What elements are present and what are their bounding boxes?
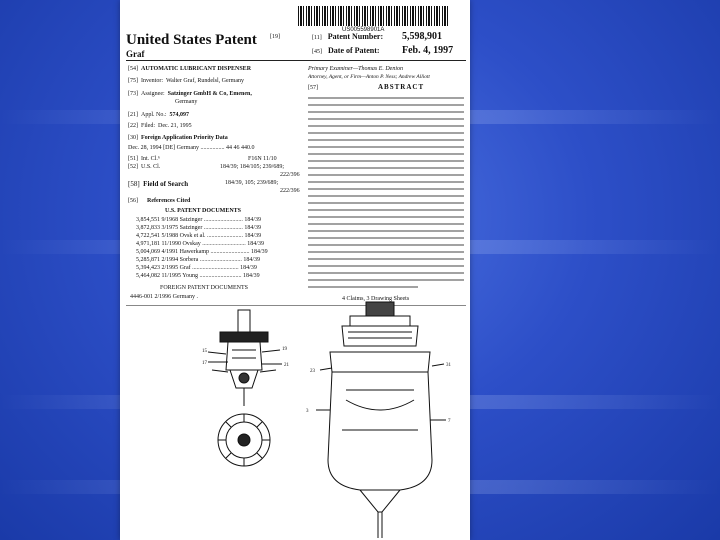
field-54: [54] AUTOMATIC LUBRICANT DISPENSER — [128, 66, 252, 72]
field-52: [52] U.S. Cl. — [128, 164, 161, 170]
foreign-doc-row: 4446-001 2/1996 Germany . — [130, 294, 198, 300]
patent-title: United States Patent — [126, 32, 257, 48]
title-code: [19] — [270, 34, 280, 40]
us-doc-row: 5,285,871 2/1994 Sorbera ............................ 184/39 — [136, 257, 260, 263]
field-58-value-cont: 222/396 — [280, 188, 300, 194]
us-doc-row: 5,464,082 11/1995 Young ............................ 184/39 — [136, 273, 260, 279]
inventor-short: Graf — [126, 49, 145, 59]
attorney-line: Attorney, Agent, or Firm—Anton P. Ness; Andrew Alliott — [308, 74, 430, 80]
primary-examiner: Primary Examiner—Thomas E. Denion — [308, 66, 403, 72]
barcode-number: US005598901A — [342, 27, 385, 33]
field-52-value-cont: 222/396 — [280, 172, 300, 178]
svg-text:19: 19 — [282, 347, 287, 352]
svg-text:7: 7 — [448, 419, 451, 424]
claims-line: 4 Claims, 3 Drawing Sheets — [342, 296, 410, 302]
patent-date: Feb. 4, 1997 — [402, 45, 454, 56]
header-divider — [126, 60, 466, 61]
us-doc-row: 4,971,181 11/1990 Ovskay ............................. 184/39 — [136, 241, 264, 247]
svg-text:21: 21 — [284, 363, 289, 368]
us-doc-row: 5,394,423 2/1995 Graf ............................... 184/39 — [136, 265, 257, 271]
svg-text:15: 15 — [202, 349, 207, 354]
field-56: [56] References Cited — [128, 198, 191, 204]
svg-text:23: 23 — [310, 369, 315, 374]
date-row: [45] Date of Patent: Feb. 4, 1997 — [312, 45, 454, 56]
field-58-value: 184/39, 105; 239/689; — [225, 180, 279, 186]
field-57-code: [57] — [308, 85, 318, 91]
field-51-value: F16N 11/10 — [248, 156, 277, 162]
field-52-value: 184/39; 184/105; 239/689; — [220, 164, 285, 170]
abstract-heading: ABSTRACT — [378, 83, 425, 91]
us-doc-row: 3,854,551 9/1968 Satzinger .......................... 184/39 — [136, 217, 261, 223]
svg-text:3: 3 — [306, 409, 309, 414]
field-58: [58] Field of Search — [128, 180, 189, 188]
patent-number: 5,598,901 — [402, 31, 442, 42]
svg-text:31: 31 — [446, 363, 451, 368]
field-30: [30] Foreign Application Priority Data — [128, 135, 228, 141]
svg-text:17: 17 — [202, 361, 207, 366]
us-doc-row: 5,004,069 4/1991 Hawerkamp .......................... 184/39 — [136, 249, 268, 255]
patent-document — [120, 0, 470, 540]
foreign-docs-heading: FOREIGN PATENT DOCUMENTS — [160, 285, 249, 291]
barcode — [298, 6, 448, 26]
field-22: [22] Filed: Dec. 21, 1995 — [128, 123, 192, 129]
field-73-cont: Germany — [175, 99, 198, 105]
field-21: [21] Appl. No.: 574,097 — [128, 112, 189, 118]
priority-line: Dec. 28, 1994 [DE] Germany ................ 44 46 440.0 — [128, 145, 255, 151]
field-75: [75] Inventor: Walter Graf, Rundelsl, Germany — [128, 78, 244, 84]
us-docs-heading: U.S. PATENT DOCUMENTS — [165, 208, 242, 214]
us-doc-row: 4,722,541 5/1988 Ovsk et al. ........................ 184/39 — [136, 233, 262, 239]
us-doc-row: 3,872,833 3/1975 Satzinger .......................... 184/39 — [136, 225, 261, 231]
patent-number-row: [11] Patent Number: 5,598,901 — [312, 31, 442, 42]
field-51: [51] Int. Cl.⁶ — [128, 156, 160, 162]
patent-drawing — [120, 280, 470, 540]
field-73: [73] Assignee: Satzinger GmbH & Co, Emenen, — [128, 91, 252, 97]
